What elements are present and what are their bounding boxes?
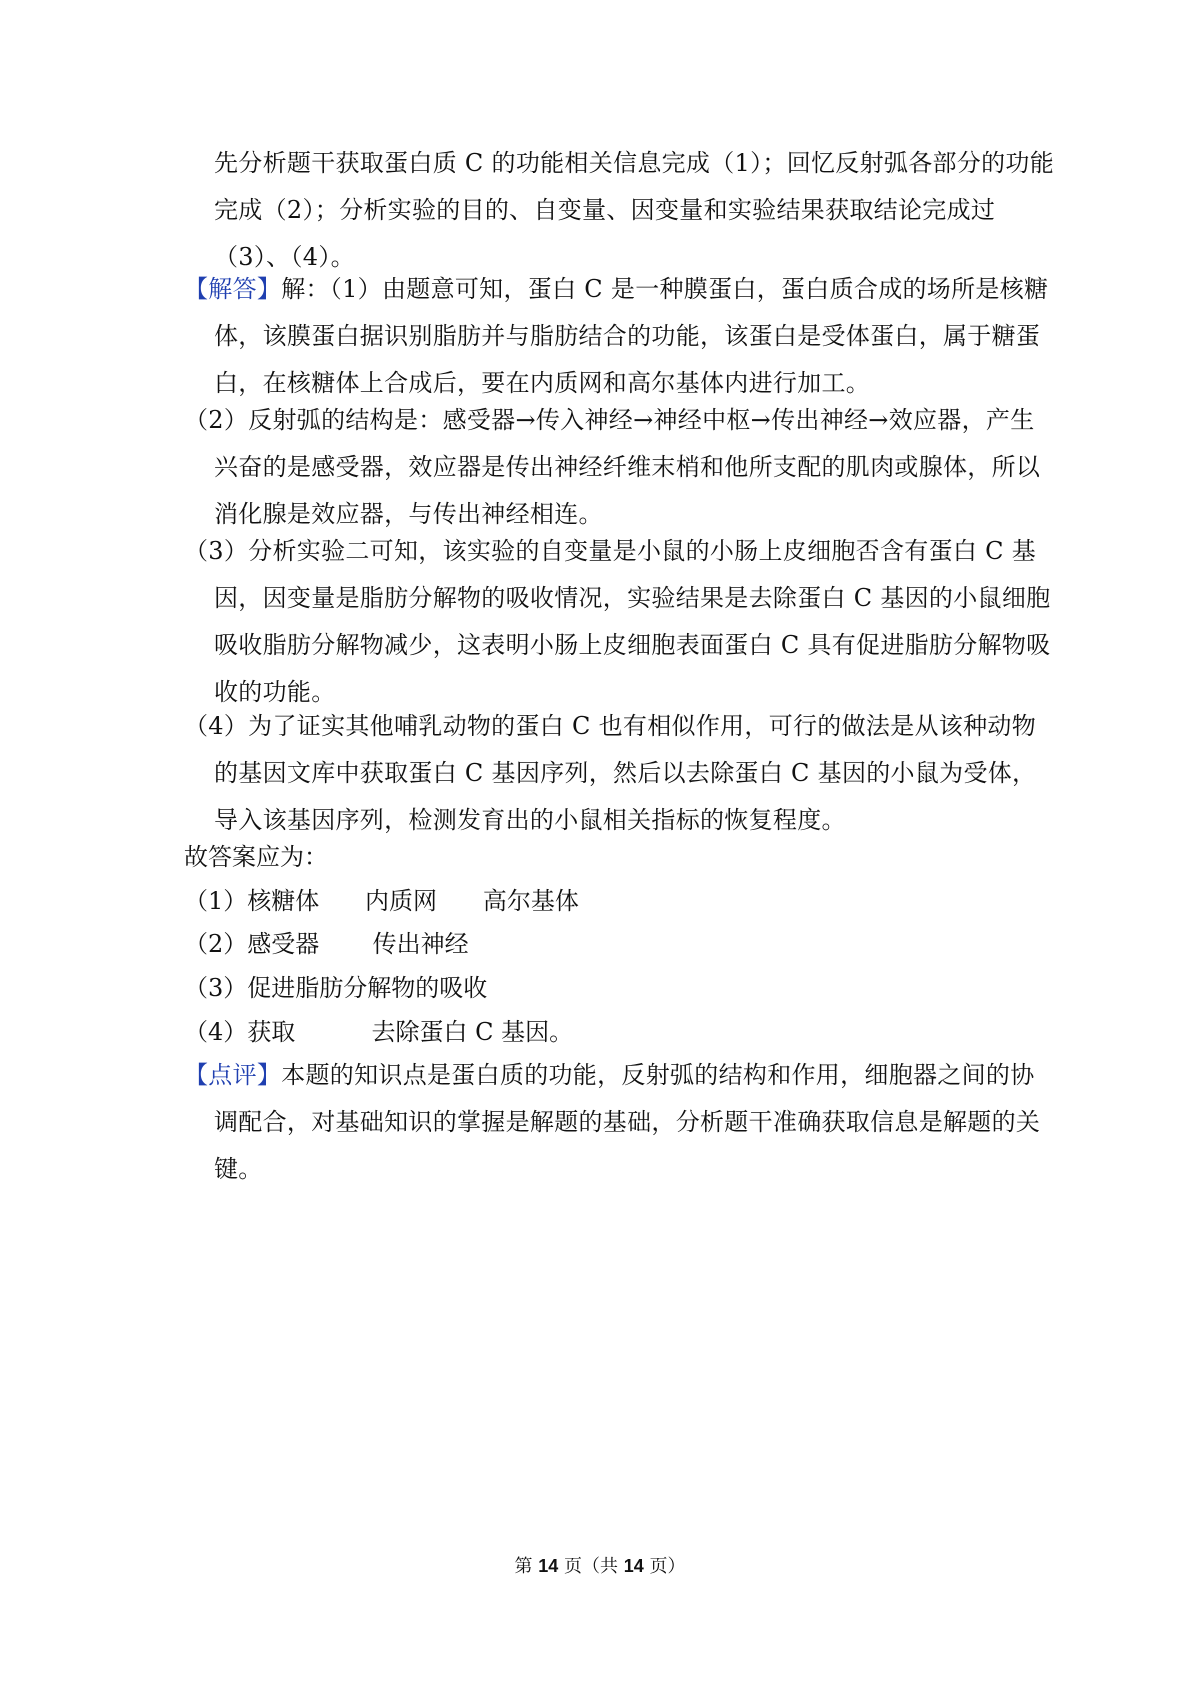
comment-tag: 【点评】 <box>184 1061 282 1089</box>
solution-text-4: （4）为了证实其他哺乳动物的蛋白 C 也有相似作用，可行的做法是从该种动物的基因文库中获取蛋白 C 基因序列，然后以去除蛋白 C 基因的小鼠为受体，导入该基因序列，检测发育出的小鼠相关指标的恢复程度。 <box>184 712 1037 834</box>
solution-tag: 【解答】 <box>184 275 282 303</box>
solution-paragraph-2 <box>184 397 1056 538</box>
footer-page-number: 14 <box>538 1556 559 1576</box>
answer-line-3: （3）促进脂肪分解物的吸收 <box>184 974 488 1002</box>
solution-paragraph-1 <box>184 266 1056 407</box>
footer-prefix: 第 <box>514 1556 533 1577</box>
answer-line-2: （2）感受器 传出神经 <box>184 930 469 958</box>
comment-paragraph <box>184 1052 1056 1193</box>
page-footer <box>0 1552 1200 1578</box>
analysis-text: 先分析题干获取蛋白质 C 的功能相关信息完成（1）；回忆反射弧各部分的功能完成（2）；分析实验的目的、自变量、因变量和实验结果获取结论完成过（3）、（4）。 <box>214 149 1054 271</box>
footer-middle: 页（共 <box>564 1556 618 1577</box>
solution-paragraph-3 <box>184 528 1056 716</box>
solution-text-1: 解：（1）由题意可知，蛋白 C 是一种膜蛋白，蛋白质合成的场所是核糖体，该膜蛋白据识别脂肪并与脂肪结合的功能，该蛋白是受体蛋白，属于糖蛋白，在核糖体上合成后，要在内质网和高尔基体内进行加工。 <box>214 275 1049 397</box>
answer-line-4: （4）获取 去除蛋白 C 基因。 <box>184 1018 574 1046</box>
footer-suffix: 页） <box>649 1556 686 1577</box>
footer-total-pages: 14 <box>623 1556 644 1576</box>
solution-text-2: （2）反射弧的结构是：感受器→传入神经→神经中枢→传出神经→效应器，产生兴奋的是感受器，效应器是传出神经纤维末梢和他所支配的肌肉或腺体，所以消化腺是效应器，与传出神经相连。 <box>184 406 1041 528</box>
analysis-paragraph <box>184 140 1056 281</box>
solution-text-3: （3）分析实验二可知，该实验的自变量是小鼠的小肠上皮细胞否含有蛋白 C 基因，因变量是脂肪分解物的吸收情况，实验结果是去除蛋白 C 基因的小鼠细胞吸收脂肪分解物减少，这表明小肠上皮细胞表面蛋白 C 具有促进脂肪分解物吸收的功能。 <box>184 537 1051 706</box>
solution-paragraph-4 <box>184 703 1056 844</box>
comment-text: 本题的知识点是蛋白质的功能，反射弧的结构和作用，细胞器之间的协调配合，对基础知识的掌握是解题的基础，分析题干准确获取信息是解题的关键。 <box>214 1061 1041 1183</box>
answers-title: 故答案应为： <box>184 843 328 871</box>
answer-line-1: （1）核糖体 内质网 高尔基体 <box>184 887 579 915</box>
